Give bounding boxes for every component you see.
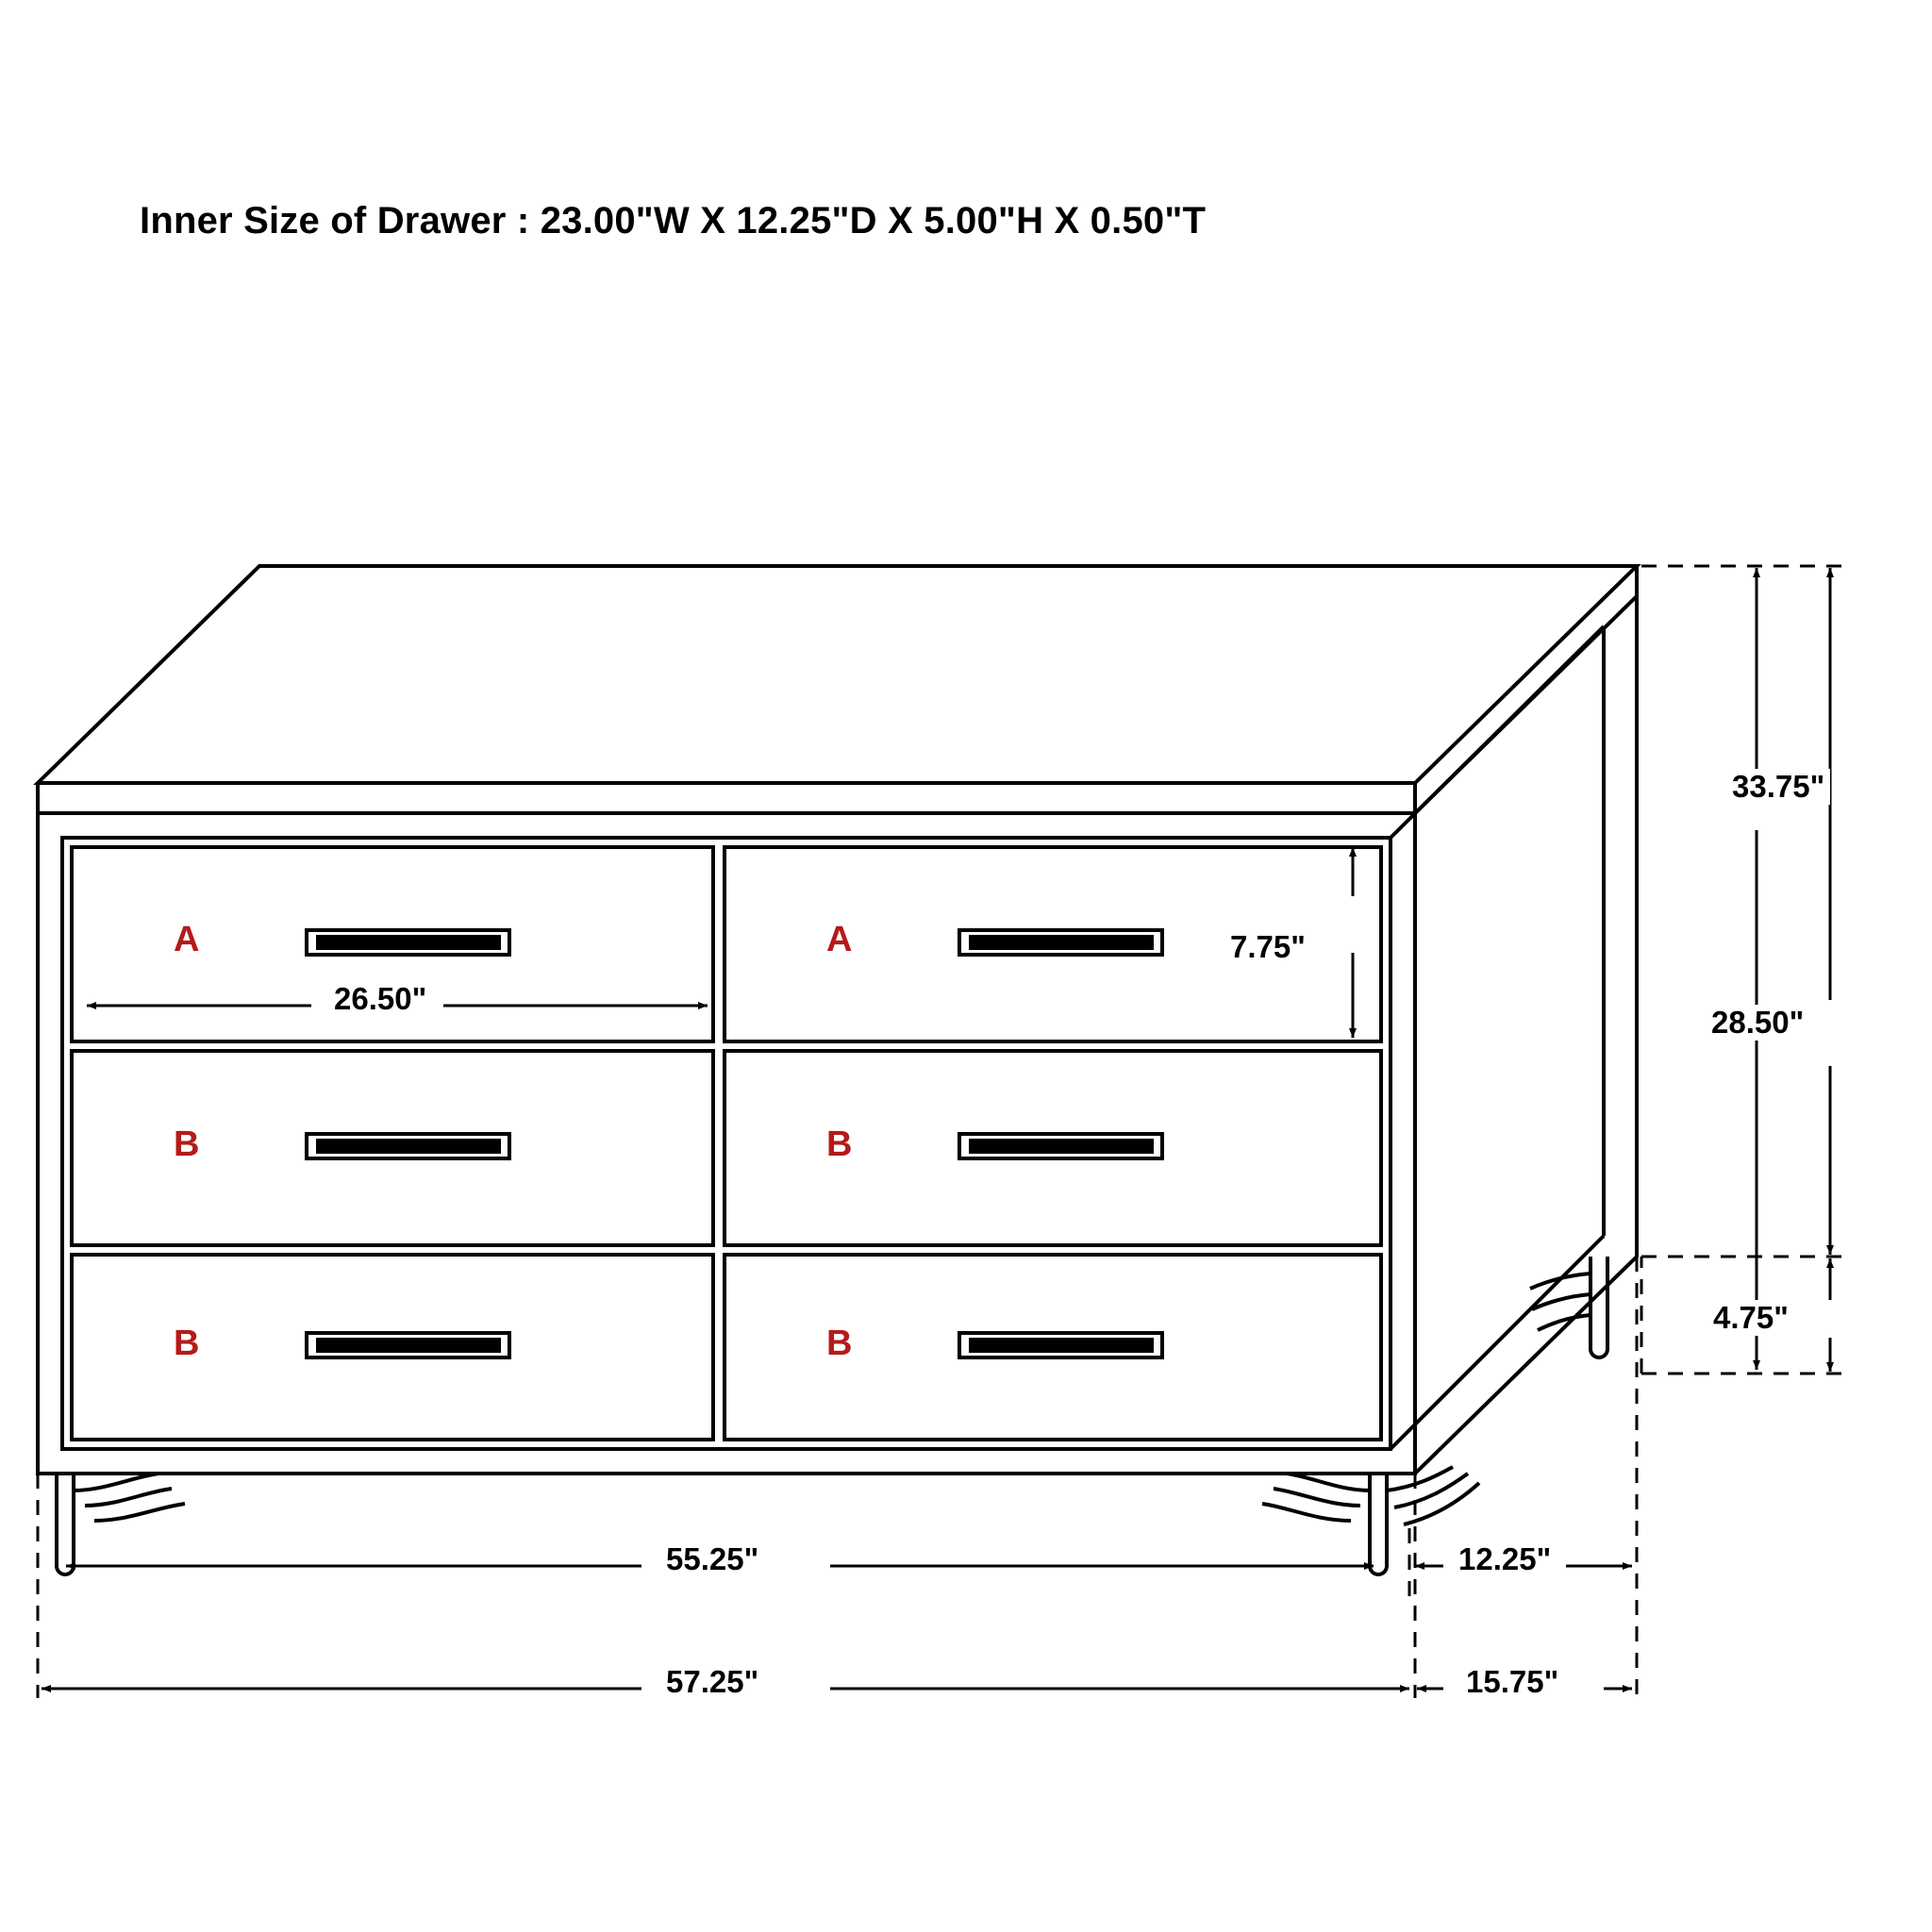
- drawer-label-left-top: A: [174, 920, 200, 959]
- drawer-label-right-bottom: B: [826, 1324, 853, 1363]
- dimension-overall-height: 33.75": [1726, 769, 1830, 805]
- drawer-fronts: [72, 847, 1381, 1440]
- dimension-cabinet-height: 28.50": [1706, 1005, 1809, 1041]
- dimension-cabinet-width: 55.25": [660, 1541, 764, 1577]
- page-title: Inner Size of Drawer : 23.00"W X 12.25"D X 5.00"H X 0.50"T: [140, 200, 1207, 242]
- dimension-leg-height: 4.75": [1707, 1300, 1794, 1336]
- dimension-drawer-front-height: 7.75": [1224, 929, 1311, 965]
- dimension-side-depth: 12.25": [1453, 1541, 1557, 1577]
- metal-legs: [57, 1257, 1607, 1574]
- drawer-handles: [307, 930, 1162, 1357]
- dimension-overall-depth: 15.75": [1460, 1664, 1564, 1700]
- drawer-label-right-middle: B: [826, 1124, 853, 1164]
- drawer-label-right-top: A: [826, 920, 853, 959]
- dimension-drawer-front-width: 26.50": [328, 981, 432, 1017]
- drawer-label-left-bottom: B: [174, 1324, 200, 1363]
- drawer-label-left-middle: B: [174, 1124, 200, 1164]
- dimension-overall-width: 57.25": [660, 1664, 764, 1700]
